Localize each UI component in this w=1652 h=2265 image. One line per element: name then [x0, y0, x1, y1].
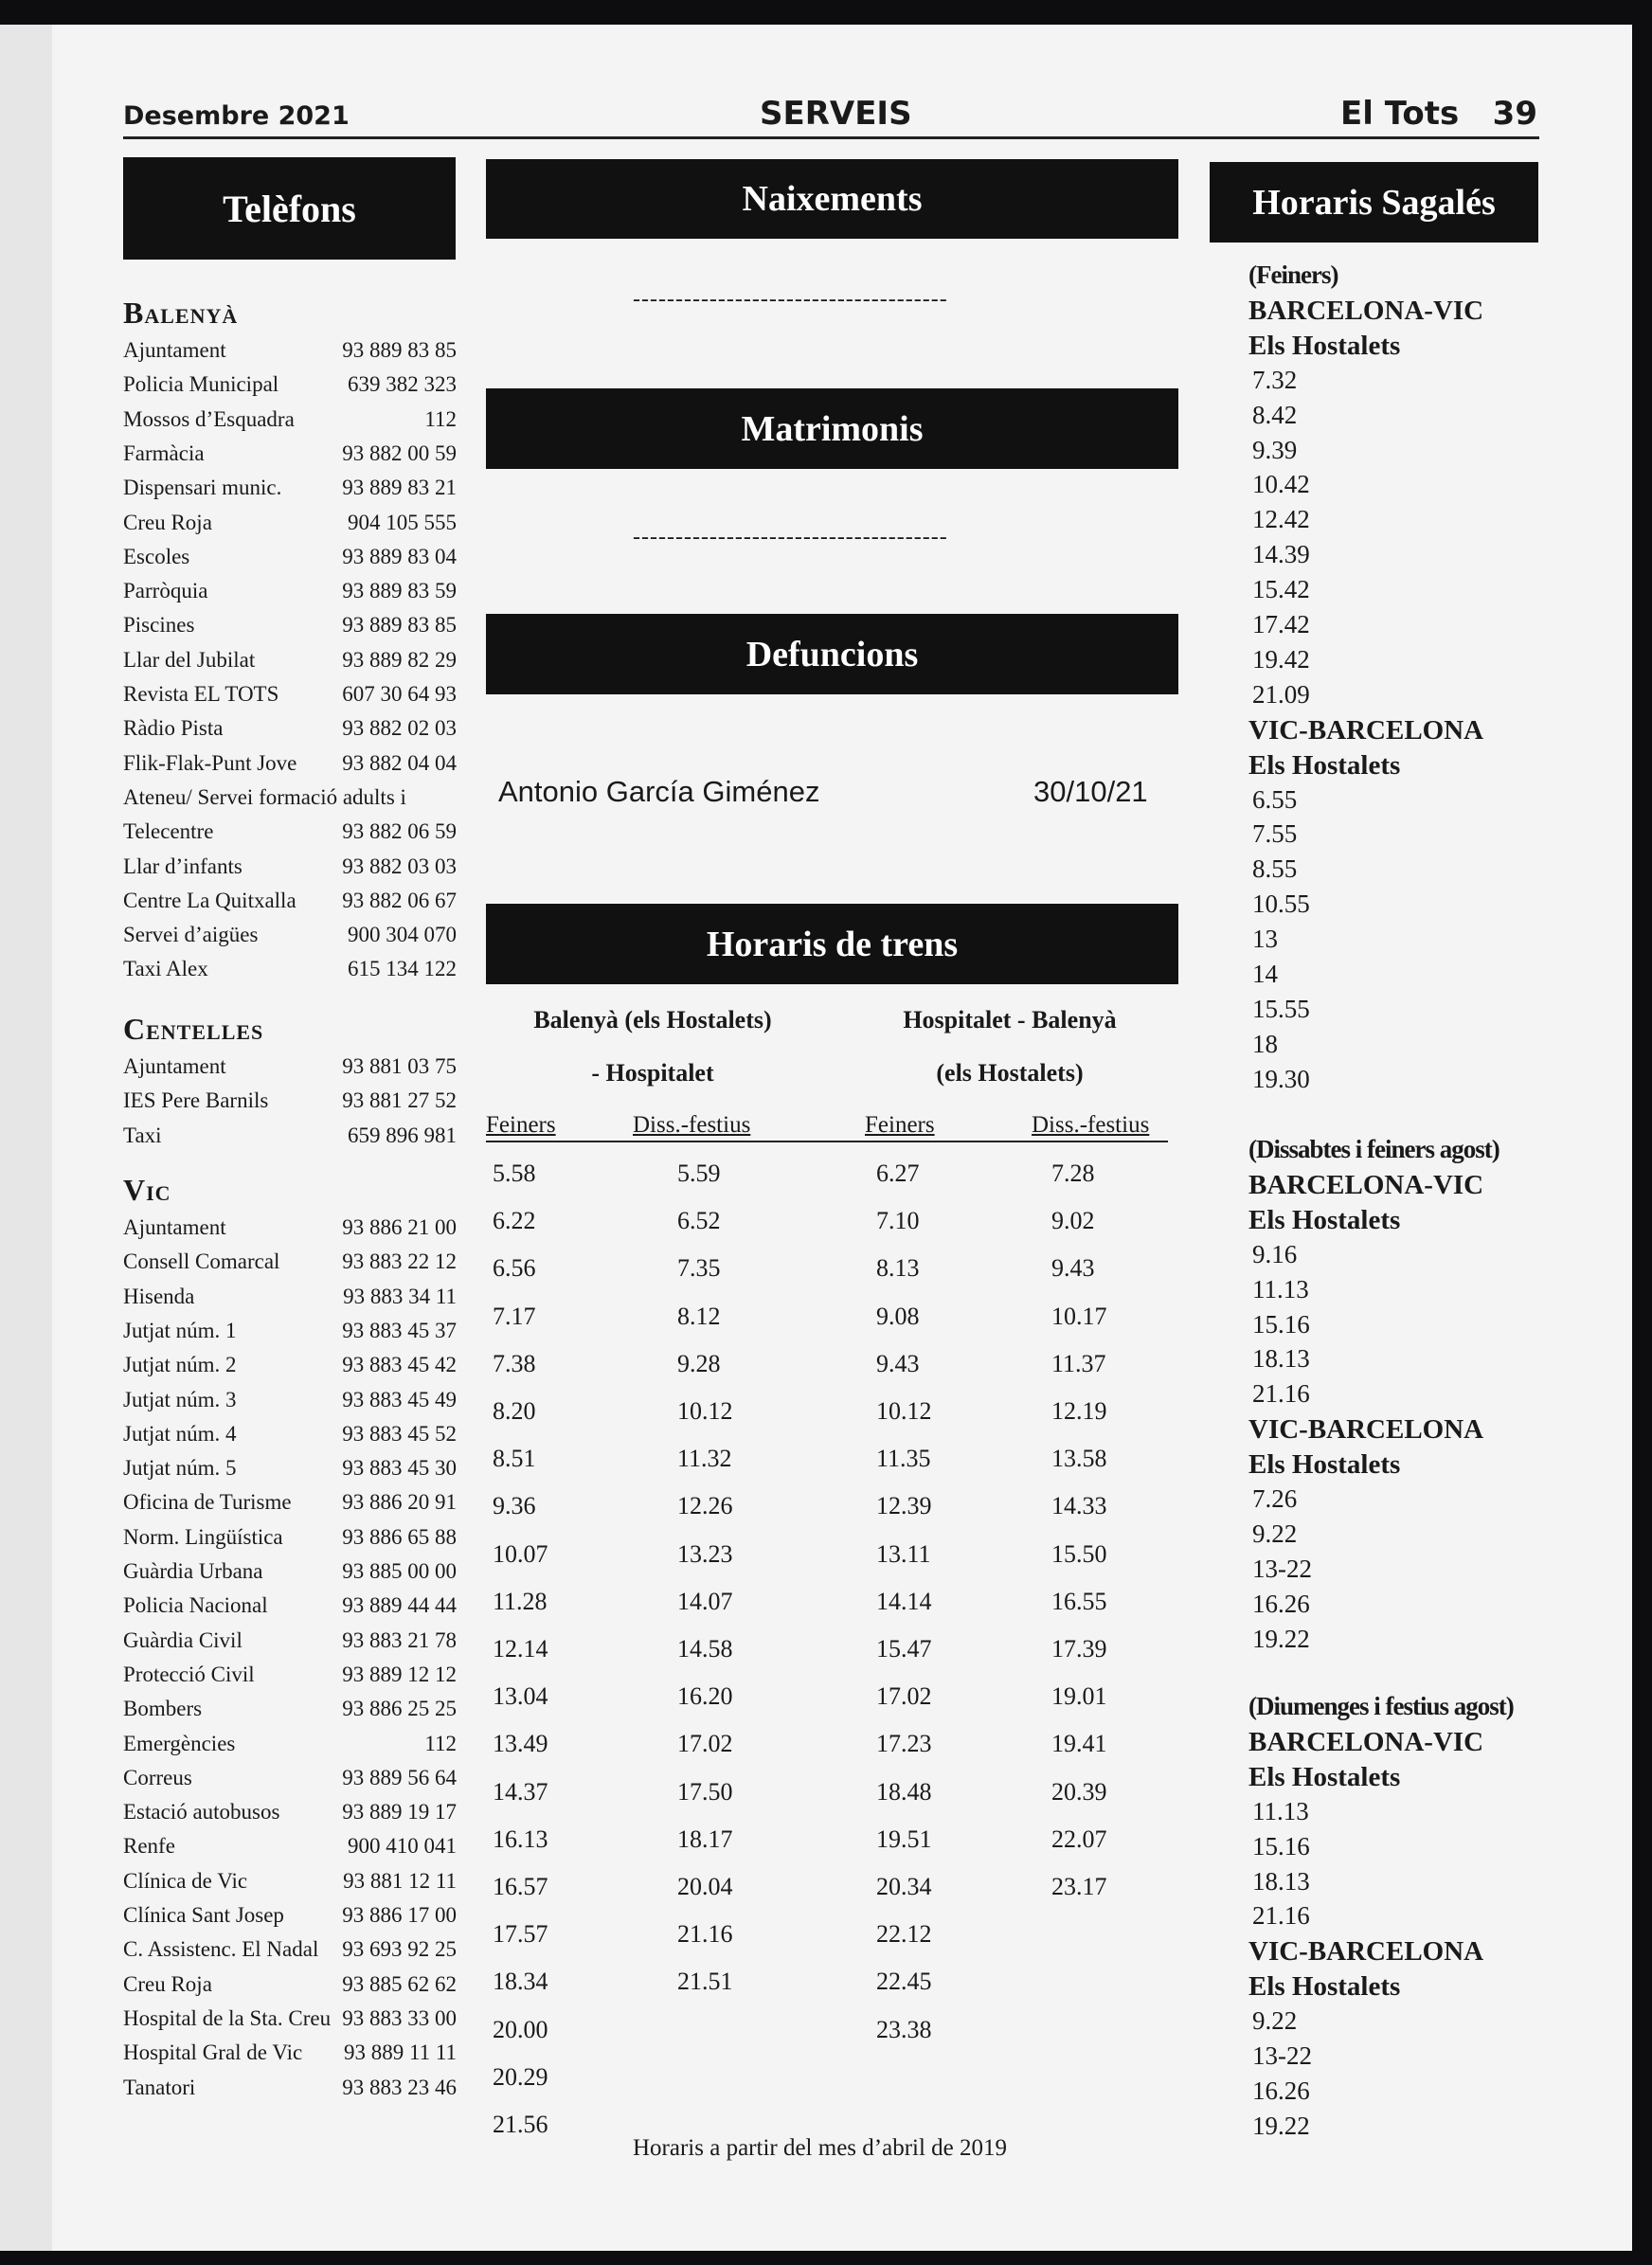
trens-route1-line1: Balenyà (els Hostalets) [533, 1006, 772, 1034]
telefons-row [123, 819, 457, 854]
telefons-row [123, 1559, 457, 1593]
telefons-phone-number: 93 885 00 00 [342, 1559, 457, 1583]
telefons-row [123, 751, 457, 785]
telefons-service-name: Ajuntament [123, 1215, 226, 1239]
train-time: 20.34 [876, 1873, 932, 1900]
train-time: 9.43 [876, 1349, 920, 1377]
telefons-phone-number: 93 882 06 67 [342, 888, 457, 912]
train-time: 18.34 [493, 1968, 548, 1996]
train-time: 8.51 [493, 1445, 536, 1473]
telefons-row [123, 716, 457, 750]
telefons-service-name: Telecentre [123, 819, 214, 844]
telefons-phone-number: 615 134 122 [348, 957, 457, 981]
telefons-service-name: Taxi [123, 1123, 162, 1147]
sagales-route: BARCELONA-VIC [1248, 295, 1484, 326]
train-time: 22.12 [876, 1920, 932, 1949]
telefons-phone-number: 93 882 03 03 [342, 854, 457, 878]
telefons-phone-number: 607 30 64 93 [342, 682, 457, 706]
telefons-town-heading: Vic [123, 1173, 171, 1207]
sagales-day-type: (Diumenges i festius agost) [1248, 1692, 1514, 1720]
bus-time: 10.55 [1252, 890, 1310, 919]
telefons-row [123, 1088, 457, 1123]
telefons-service-name: Parròquia [123, 579, 208, 603]
telefons-phone-number: 93 693 92 25 [342, 1937, 457, 1962]
telefons-row [123, 1869, 457, 1903]
bus-time: 9.22 [1252, 1519, 1298, 1548]
telefons-phone-number: 93 883 21 78 [342, 1627, 457, 1652]
telefons-row [123, 1697, 457, 1731]
bus-time: 9.39 [1252, 435, 1298, 464]
telefons-phone-number: 659 896 981 [348, 1123, 457, 1147]
train-time: 19.51 [876, 1825, 932, 1853]
train-time: 23.38 [876, 2015, 932, 2043]
telefons-phone-number: 93 889 44 44 [342, 1593, 457, 1618]
train-time: 17.02 [677, 1730, 733, 1758]
bus-time: 16.26 [1252, 2076, 1310, 2105]
telefons-service-name: Servei d’aigües [123, 923, 259, 947]
train-time: 9.43 [1051, 1254, 1095, 1283]
telefons-phone-number: 93 881 27 52 [342, 1088, 457, 1113]
telefons-phone-number: 93 883 45 42 [342, 1353, 457, 1377]
trens-route2-line1: Hospitalet - Balenyà [903, 1006, 1117, 1034]
train-time: 9.08 [876, 1302, 920, 1330]
telefons-row [123, 1054, 457, 1088]
matrimonis-title: Matrimonis [486, 388, 1178, 469]
facing-page-edge [0, 25, 52, 2251]
telefons-phone-number: 93 885 62 62 [342, 1971, 457, 1996]
telefons-service-name: Hospital Gral de Vic [123, 2040, 303, 2065]
train-time: 6.27 [876, 1159, 920, 1187]
telefons-phone-number: 112 [424, 406, 457, 431]
telefons-service-name: Estació autobusos [123, 1800, 280, 1825]
trens-subheader-festius-2: Diss.-festius [1032, 1112, 1150, 1138]
telefons-service-name: Jutjat núm. 5 [123, 1456, 237, 1481]
telefons-phone-number: 93 886 20 91 [342, 1490, 457, 1515]
train-time: 8.13 [876, 1254, 920, 1283]
telefons-service-name: Clínica de Vic [123, 1868, 248, 1893]
telefons-town-heading: Balenyà [123, 296, 239, 330]
telefons-service-name: Hospital de la Sta. Creu [123, 2005, 332, 2030]
matrimonis-empty: ------------------------------------- [633, 525, 948, 549]
train-time: 7.35 [677, 1254, 721, 1283]
bus-time: 8.55 [1252, 854, 1298, 884]
train-time: 8.20 [493, 1397, 536, 1425]
bus-time: 7.32 [1252, 365, 1298, 394]
sagales-stop: Els Hostalets [1248, 1449, 1401, 1481]
telefons-service-name: Guàrdia Civil [123, 1627, 242, 1652]
telefons-row [123, 682, 457, 716]
telefons-service-name: Creu Roja [123, 510, 212, 534]
bus-time: 18.13 [1252, 1866, 1310, 1896]
train-time: 12.39 [876, 1492, 932, 1520]
telefons-service-name: Flik-Flak-Punt Jove [123, 750, 297, 775]
telefons-phone-number: 93 883 34 11 [343, 1284, 457, 1308]
header-magazine: El Tots [1340, 95, 1460, 133]
telefons-phone-number: 639 382 323 [348, 372, 457, 397]
telefons-row [123, 889, 457, 923]
sagales-route: VIC-BARCELONA [1248, 1936, 1484, 1968]
train-time: 17.57 [493, 1920, 548, 1949]
train-time: 14.33 [1051, 1492, 1107, 1520]
telefons-title: Telèfons [123, 157, 456, 260]
telefons-phone-number: 93 889 83 04 [342, 544, 457, 568]
sagales-stop: Els Hostalets [1248, 1761, 1401, 1792]
telefons-service-name: Ajuntament [123, 1054, 226, 1078]
telefons-phone-number: 93 883 45 37 [342, 1318, 457, 1342]
sagales-stop: Els Hostalets [1248, 330, 1401, 361]
train-time: 15.50 [1051, 1539, 1107, 1568]
bus-time: 19.30 [1252, 1064, 1310, 1093]
telefons-row [123, 1319, 457, 1353]
telefons-service-name: C. Assistenc. El Nadal [123, 1937, 319, 1962]
train-time: 16.20 [677, 1682, 733, 1711]
defuncions-title: Defuncions [486, 614, 1178, 694]
telefons-service-name: Bombers [123, 1697, 203, 1721]
telefons-row [123, 957, 457, 991]
telefons-phone-number: 904 105 555 [348, 510, 457, 534]
train-time: 20.39 [1051, 1777, 1107, 1806]
telefons-row [123, 648, 457, 682]
sagales-title: Horaris Sagalés [1210, 162, 1538, 243]
telefons-service-name: Norm. Lingüística [123, 1524, 283, 1549]
train-time: 8.12 [677, 1302, 721, 1330]
telefons-service-name: Dispensari munic. [123, 476, 282, 500]
header-date: Desembre 2021 [123, 101, 350, 131]
train-time: 9.28 [677, 1349, 721, 1377]
bus-time: 7.26 [1252, 1484, 1298, 1513]
telefons-phone-number: 93 882 06 59 [342, 819, 457, 844]
train-time: 13.58 [1051, 1445, 1107, 1473]
train-time: 6.22 [493, 1207, 536, 1235]
train-time: 13.04 [493, 1682, 548, 1711]
bus-time: 15.16 [1252, 1309, 1310, 1339]
train-time: 7.10 [876, 1207, 920, 1235]
bus-time: 21.16 [1252, 1901, 1310, 1931]
train-time: 13.23 [677, 1539, 733, 1568]
telefons-service-name: Clínica Sant Josep [123, 1903, 284, 1927]
telefons-service-name: Guàrdia Urbana [123, 1559, 263, 1583]
bus-time: 11.13 [1252, 1796, 1309, 1825]
train-time: 10.12 [677, 1397, 733, 1425]
telefons-row [123, 1732, 457, 1766]
telefons-service-name: Revista EL TOTS [123, 682, 279, 706]
sagales-route: BARCELONA-VIC [1248, 1169, 1484, 1200]
telefons-row [123, 2006, 457, 2040]
telefons-phone-number: 93 889 82 29 [342, 647, 457, 672]
sagales-stop: Els Hostalets [1248, 1971, 1401, 2003]
train-time: 14.37 [493, 1777, 548, 1806]
telefons-phone-number: 93 881 03 75 [342, 1054, 457, 1078]
telefons-row [123, 2040, 457, 2075]
telefons-row [123, 1593, 457, 1627]
telefons-row [123, 1903, 457, 1937]
telefons-service-name: Correus [123, 1765, 192, 1789]
telefons-service-name: Protecció Civil [123, 1662, 255, 1686]
telefons-service-name: Ateneu/ Servei formació adults i [123, 784, 406, 809]
telefons-phone-number: 93 883 33 00 [342, 2005, 457, 2030]
train-time: 18.48 [876, 1777, 932, 1806]
train-time: 9.36 [493, 1492, 536, 1520]
train-time: 14.14 [876, 1587, 932, 1615]
trens-subheader-rule [486, 1141, 1168, 1142]
train-time: 7.28 [1051, 1159, 1095, 1187]
bus-time: 7.55 [1252, 819, 1298, 849]
telefons-service-name: Piscines [123, 613, 195, 638]
bus-time: 13 [1252, 925, 1278, 954]
train-time: 23.17 [1051, 1873, 1107, 1900]
sagales-day-type: (Dissabtes i feiners agost) [1248, 1135, 1499, 1163]
sagales-day-type: (Feiners) [1248, 261, 1338, 289]
train-time: 5.58 [493, 1159, 536, 1187]
bus-time: 16.26 [1252, 1589, 1310, 1618]
bus-time: 13-22 [1252, 2041, 1312, 2070]
trens-subheader-festius-1: Diss.-festius [633, 1112, 751, 1138]
train-time: 5.59 [677, 1159, 721, 1187]
telefons-row [123, 1388, 457, 1422]
defuncio-date: 30/10/21 [1033, 775, 1148, 808]
telefons-phone-number: 93 889 83 85 [342, 613, 457, 638]
telefons-row [123, 338, 457, 372]
train-time: 20.00 [493, 2015, 548, 2043]
bus-time: 15.16 [1252, 1831, 1310, 1861]
telefons-service-name: Mossos d’Esquadra [123, 406, 295, 431]
telefons-row [123, 785, 457, 819]
telefons-phone-number: 93 883 22 12 [342, 1249, 457, 1274]
telefons-row [123, 476, 457, 510]
telefons-row [123, 613, 457, 647]
telefons-phone-number: 93 889 11 11 [343, 2040, 457, 2065]
telefons-row [123, 1353, 457, 1387]
header-page-number: 39 [1492, 95, 1537, 133]
telefons-service-name: Centre La Quitxalla [123, 888, 296, 912]
train-time: 12.19 [1051, 1397, 1107, 1425]
train-time: 17.02 [876, 1682, 932, 1711]
train-time: 22.07 [1051, 1825, 1107, 1853]
telefons-row [123, 407, 457, 441]
telefons-row [123, 1249, 457, 1284]
telefons-row [123, 854, 457, 889]
telefons-service-name: Escoles [123, 544, 190, 568]
sagales-route: VIC-BARCELONA [1248, 714, 1484, 746]
telefons-service-name: Jutjat núm. 1 [123, 1318, 237, 1342]
trens-subheader-feiners-1: Feiners [486, 1112, 556, 1138]
train-time: 16.55 [1051, 1587, 1107, 1615]
telefons-service-name: Renfe [123, 1834, 175, 1859]
telefons-phone-number: 93 883 45 30 [342, 1456, 457, 1481]
page-header [123, 87, 1539, 139]
bus-time: 8.42 [1252, 400, 1298, 429]
telefons-service-name: Ràdio Pista [123, 716, 224, 741]
train-time: 19.01 [1051, 1682, 1107, 1711]
train-time: 10.17 [1051, 1302, 1107, 1330]
train-time: 10.07 [493, 1539, 548, 1568]
train-time: 17.23 [876, 1730, 932, 1758]
sagales-route: BARCELONA-VIC [1248, 1726, 1484, 1757]
telefons-service-name: Policia Nacional [123, 1593, 268, 1618]
telefons-phone-number: 93 882 00 59 [342, 440, 457, 465]
bus-time: 15.42 [1252, 575, 1310, 604]
bus-time: 14 [1252, 960, 1278, 988]
telefons-service-name: Creu Roja [123, 1971, 212, 1996]
sagales-stop: Els Hostalets [1248, 749, 1401, 781]
naixements-title: Naixements [486, 159, 1178, 239]
bus-time: 19.42 [1252, 644, 1310, 674]
telefons-service-name: IES Pere Barnils [123, 1088, 269, 1113]
bus-time: 18.13 [1252, 1344, 1310, 1374]
trens-footnote: Horaris a partir del mes d’abril de 2019 [633, 2135, 1008, 2161]
train-time: 11.32 [677, 1445, 732, 1473]
telefons-row [123, 1628, 457, 1663]
telefons-row [123, 579, 457, 613]
telefons-service-name: Hisenda [123, 1284, 195, 1308]
telefons-phone-number: 93 883 45 52 [342, 1421, 457, 1446]
telefons-row [123, 441, 457, 476]
telefons-phone-number: 93 889 83 59 [342, 579, 457, 603]
telefons-service-name: Jutjat núm. 4 [123, 1421, 237, 1446]
train-time: 12.26 [677, 1492, 733, 1520]
telefons-phone-number: 900 304 070 [348, 923, 457, 947]
telefons-phone-number: 900 410 041 [348, 1834, 457, 1859]
bus-time: 21.09 [1252, 679, 1310, 709]
naixements-empty: ------------------------------------- [633, 287, 948, 312]
telefons-phone-number: 93 881 12 11 [343, 1868, 457, 1893]
telefons-service-name: Farmàcia [123, 440, 205, 465]
telefons-service-name: Llar d’infants [123, 854, 242, 878]
telefons-phone-number: 93 889 12 12 [342, 1662, 457, 1686]
train-time: 11.37 [1051, 1349, 1106, 1377]
train-time: 13.49 [493, 1730, 548, 1758]
telefons-phone-number: 93 889 19 17 [342, 1800, 457, 1825]
telefons-service-name: Oficina de Turisme [123, 1490, 292, 1515]
bus-time: 9.22 [1252, 2006, 1298, 2036]
telefons-service-name: Consell Comarcal [123, 1249, 280, 1274]
train-time: 17.50 [677, 1777, 733, 1806]
telefons-service-name: Jutjat núm. 3 [123, 1387, 237, 1411]
train-time: 12.14 [493, 1635, 548, 1663]
telefons-phone-number: 93 882 02 03 [342, 716, 457, 741]
telefons-row [123, 545, 457, 579]
sagales-route: VIC-BARCELONA [1248, 1414, 1484, 1446]
telefons-row [123, 1800, 457, 1834]
telefons-phone-number: 93 882 04 04 [342, 750, 457, 775]
train-time: 20.04 [677, 1873, 733, 1900]
train-time: 21.51 [677, 1968, 733, 1996]
telefons-service-name: Jutjat núm. 2 [123, 1353, 237, 1377]
telefons-phone-number: 93 883 23 46 [342, 2075, 457, 2099]
train-time: 6.52 [677, 1207, 721, 1235]
telefons-row [123, 1525, 457, 1559]
defuncio-name: Antonio García Giménez [498, 775, 820, 808]
telefons-phone-number: 93 889 83 21 [342, 476, 457, 500]
bus-time: 10.42 [1252, 470, 1310, 499]
train-time: 20.29 [493, 2062, 548, 2091]
train-time: 14.07 [677, 1587, 733, 1615]
bus-time: 11.13 [1252, 1274, 1309, 1303]
bus-time: 9.16 [1252, 1239, 1298, 1268]
train-time: 13.11 [876, 1539, 931, 1568]
train-time: 9.02 [1051, 1207, 1095, 1235]
bus-time: 19.22 [1252, 2111, 1310, 2140]
sagales-stop: Els Hostalets [1248, 1204, 1401, 1235]
trens-subheader-feiners-2: Feiners [865, 1112, 935, 1138]
telefons-row [123, 1663, 457, 1697]
bus-time: 17.42 [1252, 610, 1310, 638]
bus-time: 12.42 [1252, 505, 1310, 534]
bus-time: 19.22 [1252, 1624, 1310, 1653]
telefons-service-name: Tanatori [123, 2075, 196, 2099]
bus-time: 13-22 [1252, 1554, 1312, 1583]
train-time: 21.56 [493, 2111, 548, 2138]
telefons-row [123, 1215, 457, 1249]
telefons-row [123, 1766, 457, 1800]
train-time: 6.56 [493, 1254, 536, 1283]
train-time: 21.16 [677, 1920, 733, 1949]
train-time: 15.47 [876, 1635, 932, 1663]
telefons-phone-number: 93 886 21 00 [342, 1215, 457, 1239]
train-time: 11.28 [493, 1587, 548, 1615]
train-time: 7.38 [493, 1349, 536, 1377]
telefons-row [123, 1490, 457, 1524]
train-time: 16.57 [493, 1873, 548, 1900]
telefons-phone-number: 93 886 65 88 [342, 1524, 457, 1549]
telefons-service-name: Taxi Alex [123, 957, 208, 981]
train-time: 10.12 [876, 1397, 932, 1425]
telefons-row [123, 1124, 457, 1158]
telefons-row [123, 511, 457, 545]
bus-time: 15.55 [1252, 994, 1310, 1023]
telefons-row [123, 1285, 457, 1319]
telefons-row [123, 2076, 457, 2110]
telefons-row [123, 372, 457, 406]
telefons-phone-number: 112 [424, 1731, 457, 1755]
train-time: 19.41 [1051, 1730, 1107, 1758]
train-time: 7.17 [493, 1302, 536, 1330]
telefons-row [123, 1422, 457, 1456]
telefons-row [123, 1937, 457, 1971]
telefons-row [123, 1972, 457, 2006]
telefons-row [123, 923, 457, 957]
trens-route2-line2: (els Hostalets) [936, 1059, 1084, 1087]
train-time: 11.35 [876, 1445, 931, 1473]
telefons-town-heading: Centelles [123, 1012, 264, 1046]
train-time: 17.39 [1051, 1635, 1107, 1663]
telefons-service-name: Ajuntament [123, 338, 226, 362]
telefons-row [123, 1834, 457, 1868]
telefons-service-name: Emergències [123, 1731, 236, 1755]
telefons-phone-number: 93 886 25 25 [342, 1697, 457, 1721]
train-time: 22.45 [876, 1968, 932, 1996]
telefons-phone-number: 93 889 83 85 [342, 338, 457, 362]
header-section: SERVEIS [760, 95, 912, 133]
telefons-phone-number: 93 886 17 00 [342, 1903, 457, 1927]
telefons-service-name: Llar del Jubilat [123, 647, 256, 672]
train-time: 16.13 [493, 1825, 548, 1853]
trens-title: Horaris de trens [486, 904, 1178, 984]
bus-time: 21.16 [1252, 1379, 1310, 1409]
bus-time: 14.39 [1252, 540, 1310, 569]
telefons-service-name: Policia Municipal [123, 372, 279, 397]
trens-route1-line2: - Hospitalet [591, 1059, 714, 1087]
telefons-row [123, 1456, 457, 1490]
telefons-phone-number: 93 889 56 64 [342, 1765, 457, 1789]
train-time: 14.58 [677, 1635, 733, 1663]
train-time: 18.17 [677, 1825, 733, 1853]
bus-time: 6.55 [1252, 784, 1298, 814]
telefons-phone-number: 93 883 45 49 [342, 1387, 457, 1411]
bus-time: 18 [1252, 1029, 1278, 1058]
